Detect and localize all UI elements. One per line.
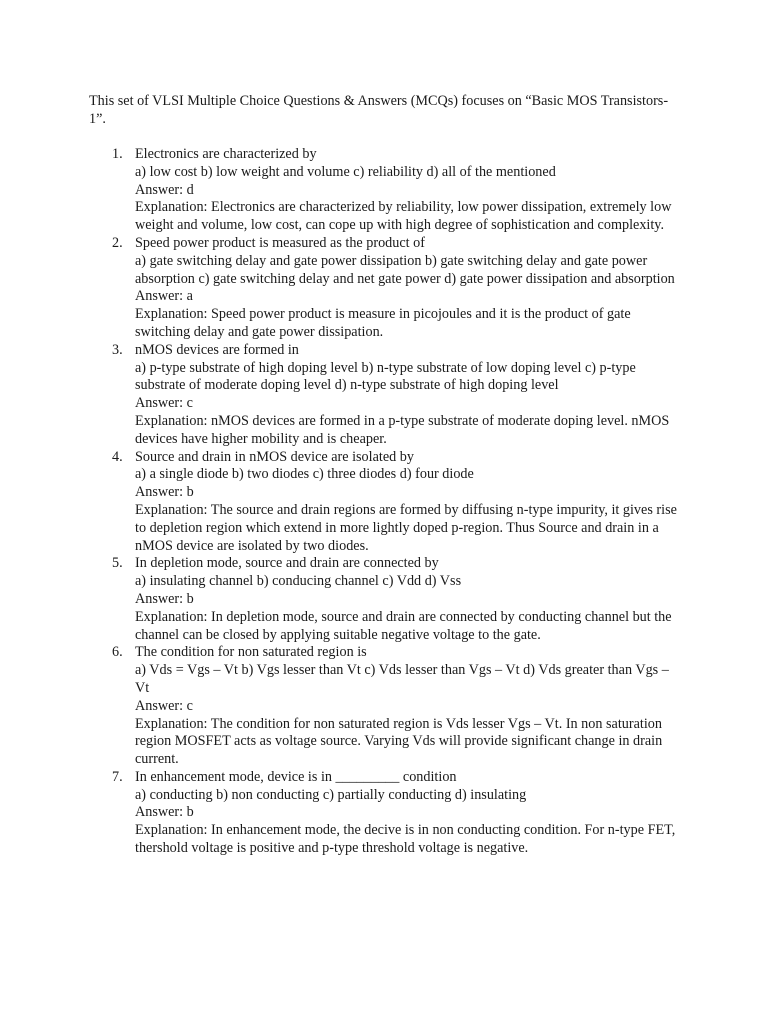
question-explanation: Explanation: In enhancement mode, the decive is in non conducting condition. For n-type FET, thershold voltage is positive and p-type threshold voltage is negative. bbox=[135, 822, 676, 857]
question-options: a) Vds = Vgs – Vt b) Vgs lesser than Vt c) Vds lesser than Vgs – Vt d) Vds greater than Vgs – Vt bbox=[135, 662, 669, 696]
question-text: Source and drain in nMOS device are isolated by bbox=[135, 448, 414, 465]
question-number: 7. bbox=[112, 768, 123, 785]
question-number: 4. bbox=[112, 448, 123, 465]
intro-paragraph: This set of VLSI Multiple Choice Questions & Answers (MCQs) focuses on “Basic MOS Transistors-1”. bbox=[89, 93, 669, 127]
question-text: Speed power product is measured as the product of bbox=[135, 234, 425, 251]
question-number: 3. bbox=[112, 341, 123, 358]
question-explanation: Explanation: In depletion mode, source and drain are connected by conducting channel but the channel can be closed by applying suitable negative voltage to the gate. bbox=[135, 608, 672, 643]
question-answer: Answer: b bbox=[135, 484, 194, 501]
question-number: 1. bbox=[112, 146, 123, 162]
question-text: In enhancement mode, device is in _________ condition bbox=[135, 768, 457, 785]
question-item-6 bbox=[89, 644, 679, 769]
question-item-7 bbox=[89, 769, 679, 858]
question-text: Electronics are characterized by bbox=[135, 146, 317, 162]
question-number: 6. bbox=[112, 644, 123, 661]
question-explanation: Explanation: The condition for non saturated region is Vds lesser Vgs – Vt. In non saturation region MOSFET acts as voltage source. Varying Vds will provide significant change in drain current. bbox=[135, 715, 663, 768]
question-item-5 bbox=[89, 555, 679, 644]
question-options: a) p-type substrate of high doping level b) n-type substrate of low doping level c) p-type substrate of moderate doping level d) n-type substrate of high doping level bbox=[135, 359, 636, 394]
question-options: a) conducting b) non conducting c) partially conducting d) insulating bbox=[135, 786, 527, 803]
question-explanation: Explanation: nMOS devices are formed in a p-type substrate of moderate doping level. nMOS devices have higher mobility and is cheaper. bbox=[135, 412, 670, 447]
question-options: a) a single diode b) two diodes c) three diodes d) four diode bbox=[135, 466, 474, 483]
question-answer: Answer: c bbox=[135, 395, 193, 412]
question-answer: Answer: a bbox=[135, 288, 193, 305]
question-answer: Answer: b bbox=[135, 804, 194, 821]
question-options: a) low cost b) low weight and volume c) reliability d) all of the mentioned bbox=[135, 163, 556, 180]
question-explanation: Explanation: Electronics are characterized by reliability, low power dissipation, extremely low weight and volume, low cost, can cope up with high degree of sophistication and complexity. bbox=[135, 199, 672, 234]
question-number: 2. bbox=[112, 234, 123, 251]
question-answer: Answer: c bbox=[135, 697, 193, 714]
question-text: The condition for non saturated region is bbox=[135, 644, 367, 661]
question-answer: Answer: b bbox=[135, 590, 194, 607]
question-list bbox=[89, 146, 679, 858]
question-number: 5. bbox=[112, 555, 123, 572]
question-options: a) gate switching delay and gate power dissipation b) gate switching delay and gate power absorption c) gate switching delay and net gate power d) gate power dissipation and absorption bbox=[135, 252, 675, 287]
question-text: nMOS devices are formed in bbox=[135, 341, 299, 358]
question-item-2 bbox=[89, 235, 679, 342]
question-answer: Answer: d bbox=[135, 181, 194, 198]
question-text: In depletion mode, source and drain are connected by bbox=[135, 555, 439, 572]
question-item-3 bbox=[89, 342, 679, 449]
question-explanation: Explanation: Speed power product is measure in picojoules and it is the product of gate switching delay and gate power dissipation. bbox=[135, 306, 631, 340]
question-item-1 bbox=[89, 146, 679, 235]
question-options: a) insulating channel b) conducing channel c) Vdd d) Vss bbox=[135, 573, 462, 590]
question-explanation: Explanation: The source and drain regions are formed by diffusing n-type impurity, it gives rise to depletion region which extend in more lightly doped p-region. Thus Source and drain in a nMOS device are isolated by two diodes. bbox=[135, 501, 677, 554]
question-item-4 bbox=[89, 449, 679, 556]
